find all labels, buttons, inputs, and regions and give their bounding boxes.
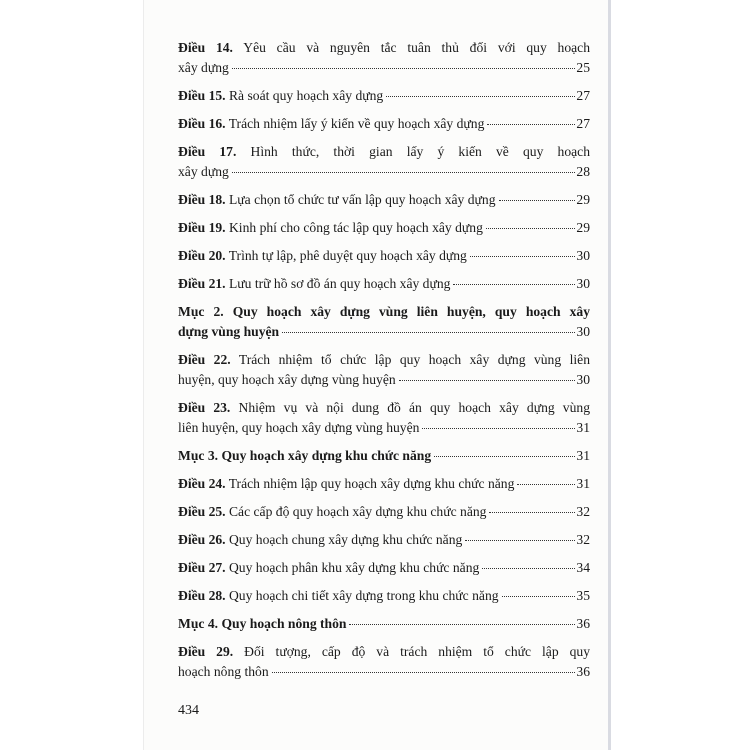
toc-entry	[178, 218, 590, 238]
toc-entry-page: 25	[576, 60, 590, 75]
toc-entry	[178, 502, 590, 522]
leader-dots	[349, 624, 575, 625]
toc-entry-text: Rà soát quy hoạch xây dựng	[228, 88, 384, 103]
toc-entry-line	[178, 350, 590, 370]
toc-entry-text: Quy hoạch nông thôn	[221, 616, 347, 631]
toc-entry-text: Hình thức, thời gian lấy ý kiến về quy hoạch	[250, 144, 591, 159]
toc-entry	[178, 614, 590, 634]
toc-entry-label: Điều 27.	[178, 560, 226, 575]
toc-entry-page: 31	[576, 448, 590, 463]
toc-entry-text: Trách nhiệm lấy ý kiến về quy hoạch xây dựng	[228, 116, 485, 131]
leader-dots	[282, 332, 575, 333]
leader-dots	[232, 172, 576, 173]
toc-entry-line	[178, 38, 590, 58]
toc-entry-label: Điều 14.	[178, 40, 233, 55]
toc-entry-label: Điều 15.	[178, 88, 226, 103]
toc-entry-text: hoạch nông thôn	[178, 664, 269, 679]
leader-dots	[399, 380, 576, 381]
toc-entry-page: 27	[576, 116, 590, 131]
toc-entry-text: Nhiệm vụ và nội dung đồ án quy hoạch xây dựng vùng	[238, 400, 590, 415]
toc-entry-page: 30	[576, 324, 590, 339]
leader-dots	[489, 512, 575, 513]
toc-entry	[178, 302, 590, 342]
toc-entry-text: Yêu cầu và nguyên tắc tuân thủ đối với quy hoạch	[243, 40, 590, 55]
toc-entry-page: 27	[576, 88, 590, 103]
toc-entry-text: Trình tự lập, phê duyệt quy hoạch xây dựng	[228, 248, 467, 263]
toc-entry-label: Điều 29.	[178, 644, 234, 659]
toc-entry-text: Quy hoạch xây dựng vùng liên huyện, quy hoạch xây	[232, 304, 590, 319]
toc-entry-text: Trách nhiệm tổ chức lập quy hoạch xây dựng vùng liên	[238, 352, 591, 367]
toc-entry-label: Điều 18.	[178, 192, 226, 207]
toc-entry-page: 29	[576, 220, 590, 235]
toc-entry	[178, 246, 590, 266]
toc-entry-page: 32	[576, 532, 590, 547]
toc-entry-label: Điều 17.	[178, 144, 237, 159]
toc-entry-label: Điều 23.	[178, 400, 231, 415]
toc-entry-page: 32	[576, 504, 590, 519]
toc-entry-text: Các cấp độ quy hoạch xây dựng khu chức năng	[228, 504, 487, 519]
toc-entry-text: Quy hoạch chung xây dựng khu chức năng	[228, 532, 463, 547]
toc-entry-page: 34	[576, 560, 590, 575]
toc-entry-text: Quy hoạch xây dựng khu chức năng	[221, 448, 432, 463]
toc-entry	[178, 398, 590, 438]
toc-entry-label: Điều 25.	[178, 504, 226, 519]
leader-dots	[386, 96, 575, 97]
leader-dots	[232, 68, 576, 69]
toc-entry-line	[178, 642, 590, 662]
toc-entry-label: Điều 22.	[178, 352, 231, 367]
toc-entry-text: Đối tượng, cấp độ và trách nhiệm tổ chức lập quy	[244, 644, 591, 659]
toc-entry-text: Quy hoạch phân khu xây dựng khu chức năng	[228, 560, 480, 575]
leader-dots	[470, 256, 576, 257]
leader-dots	[422, 428, 575, 429]
page-edge	[608, 0, 611, 750]
toc-entry-label: Điều 21.	[178, 276, 226, 291]
toc-entry-page: 36	[576, 616, 590, 631]
toc-entry-line	[178, 302, 590, 322]
leader-dots	[499, 200, 576, 201]
toc-entry	[178, 86, 590, 106]
leader-dots	[517, 484, 575, 485]
toc-entry-page: 36	[576, 664, 590, 679]
toc-entry	[178, 350, 590, 390]
toc-entry-label: Mục 2.	[178, 304, 224, 319]
toc-entry-text: dựng vùng huyện	[178, 324, 280, 339]
toc-entry	[178, 274, 590, 294]
toc-entry	[178, 114, 590, 134]
leader-dots	[486, 228, 576, 229]
toc-entry-label: Điều 24.	[178, 476, 226, 491]
toc-entry-text: Trách nhiệm lập quy hoạch xây dựng khu chức năng	[228, 476, 515, 491]
leader-dots	[487, 124, 575, 125]
toc-entry-text: liên huyện, quy hoạch xây dựng vùng huyện	[178, 420, 420, 435]
leader-dots	[465, 540, 575, 541]
toc-entry-label: Mục 4.	[178, 616, 219, 631]
toc-entry-label: Điều 28.	[178, 588, 226, 603]
toc-entry-text: Lưu trữ hồ sơ đồ án quy hoạch xây dựng	[228, 276, 451, 291]
toc-entry	[178, 558, 590, 578]
toc-entry-page: 30	[576, 248, 590, 263]
toc-entry	[178, 38, 590, 78]
toc-entry-label: Điều 16.	[178, 116, 226, 131]
toc-entry-label: Điều 20.	[178, 248, 226, 263]
toc-entry-text: xây dựng	[178, 164, 229, 179]
toc-entry-label: Mục 3.	[178, 448, 219, 463]
toc-entry-text: huyện, quy hoạch xây dựng vùng huyện	[178, 372, 396, 387]
toc-entry-label: Điều 19.	[178, 220, 226, 235]
leader-dots	[434, 456, 575, 457]
leader-dots	[482, 568, 575, 569]
toc-entry-text: Lựa chọn tổ chức tư vấn lập quy hoạch xây dựng	[228, 192, 496, 207]
toc-entry-page: 28	[576, 164, 590, 179]
toc-entry	[178, 446, 590, 466]
table-of-contents	[178, 38, 590, 690]
toc-entry-line	[178, 142, 590, 162]
toc-entry-page: 31	[576, 476, 590, 491]
toc-entry-page: 30	[576, 372, 590, 387]
toc-entry	[178, 474, 590, 494]
toc-entry-page: 29	[576, 192, 590, 207]
toc-entry	[178, 586, 590, 606]
toc-entry-text: Kinh phí cho công tác lập quy hoạch xây dựng	[228, 220, 483, 235]
leader-dots	[502, 596, 576, 597]
toc-entry-text: Quy hoạch chi tiết xây dựng trong khu chức năng	[228, 588, 499, 603]
toc-entry	[178, 142, 590, 182]
toc-entry	[178, 190, 590, 210]
toc-entry	[178, 642, 590, 682]
toc-entry-page: 35	[576, 588, 590, 603]
toc-entry-label: Điều 26.	[178, 532, 226, 547]
toc-entry	[178, 530, 590, 550]
page-number: 434	[178, 703, 199, 718]
toc-entry-line	[178, 398, 590, 418]
leader-dots	[453, 284, 575, 285]
toc-entry-page: 31	[576, 420, 590, 435]
leader-dots	[272, 672, 576, 673]
toc-entry-text: xây dựng	[178, 60, 229, 75]
toc-entry-page: 30	[576, 276, 590, 291]
